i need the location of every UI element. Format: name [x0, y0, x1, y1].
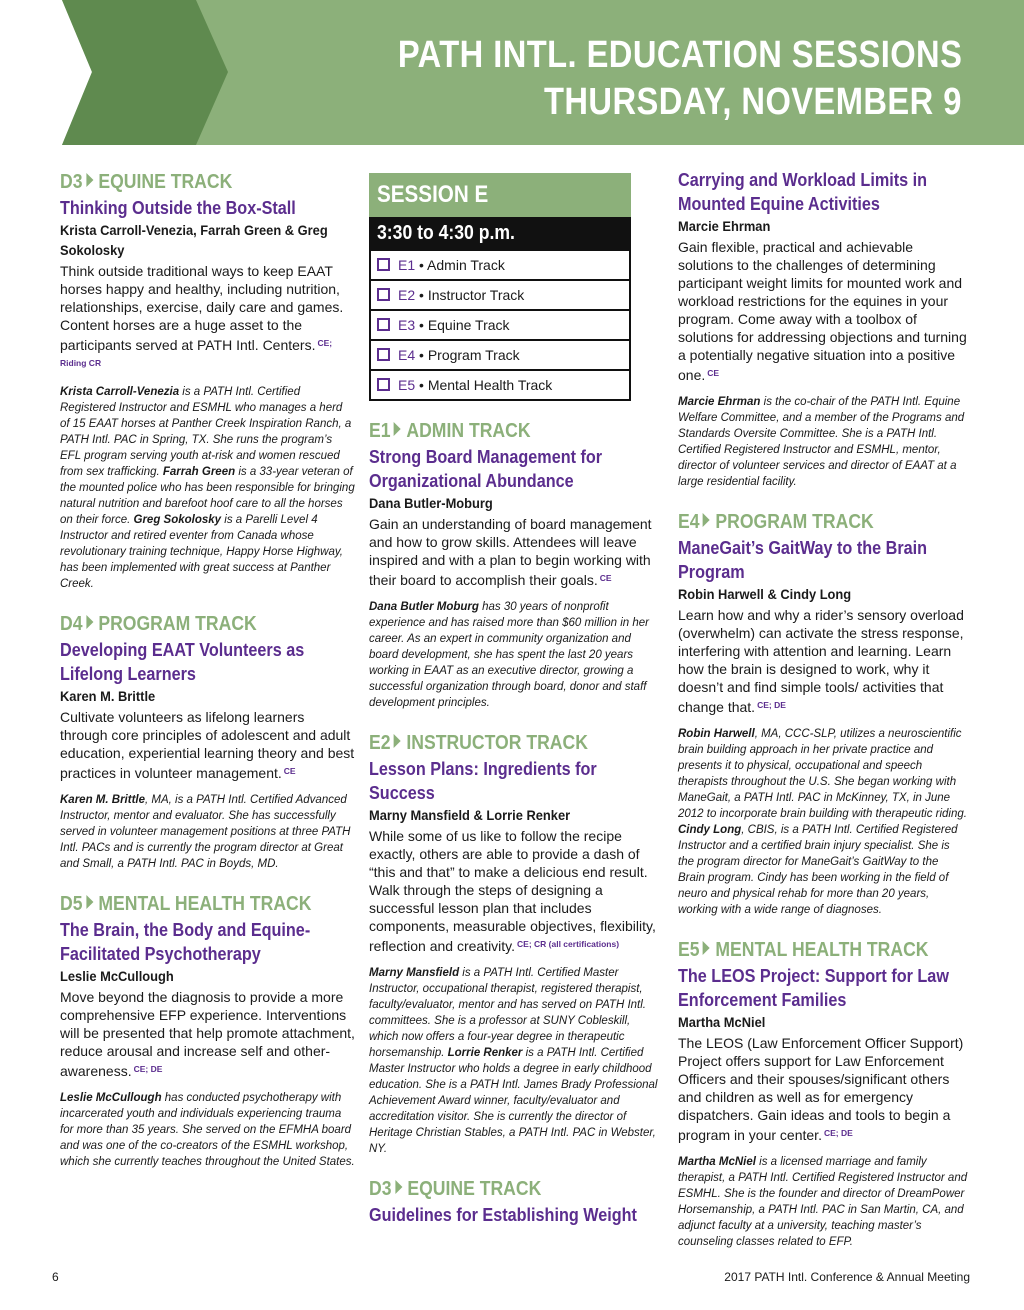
session-title: Strong Board Management for Organizational Abundance — [369, 447, 603, 491]
session-block-d3-continuation — [678, 168, 968, 490]
session-speakers: Krista Carroll-Venezia, Farrah Green & Greg Sokolosky — [60, 222, 328, 258]
session-speakers: Martha McNiel — [678, 1014, 766, 1030]
triangle-right-icon — [86, 615, 93, 629]
session-speakers: Marcie Ehrman — [678, 218, 771, 234]
footer-conference: 2017 PATH Intl. Conference & Annual Meeting — [724, 1270, 970, 1284]
triangle-right-icon — [395, 1180, 402, 1194]
session-e-box — [369, 173, 631, 401]
session-speakers: Robin Harwell & Cindy Long — [678, 586, 852, 602]
session-speakers: Leslie McCullough — [60, 968, 174, 984]
session-title: Guidelines for Establishing Weight — [369, 1205, 637, 1225]
header-date: THURSDAY, NOVEMBER 9 — [544, 81, 962, 123]
session-description: Gain flexible, practical and achievable solutions to the challenges of determining participant weight limits for mounted work and workload restrictions for the equines in your program. Come away with a toolbox of solutions for addressing objections and turning a potentially negative situation into a positive one. $^{CE}$ — [678, 239, 967, 383]
credit-badge: CE — [707, 368, 720, 378]
credit-badge: CE; DE — [133, 1064, 163, 1074]
page-header — [0, 0, 1024, 145]
session-description: Learn how and why a rider’s sensory overload (overwhelm) can activate the stress response, interfering with attention and learning. Learn how the brain is designed to work, why it doesn’t and find simple tools/ activities that change that. $^{CE; DE}$ — [678, 607, 964, 715]
session-title: The LEOS Project: Support for Law Enforcement Families — [678, 966, 949, 1010]
triangle-right-icon — [86, 895, 93, 909]
session-title: The Brain, the Body and Equine-Facilitated Psychotherapy — [60, 920, 311, 964]
session-block-e5 — [678, 938, 968, 1250]
triangle-right-icon — [703, 941, 710, 955]
session-list-item: E3 • Equine Track — [369, 311, 631, 341]
session-block-d3 — [60, 170, 355, 592]
session-title: Carrying and Workload Limits in Mounted Equine Activities — [678, 170, 928, 214]
session-description: Think outside traditional ways to keep EAAT horses happy and healthy, including nutrition, relationships, exercise, daily care and games. Content horses are a huge asset to the participants served at PATH Intl. Centers. $^{CE; Riding CR}$ — [60, 263, 344, 368]
track-heading: D3 EQUINE TRACK — [60, 171, 233, 193]
speaker-bio: Leslie McCullough has conducted psychotherapy with incarcerated youth and individuals experiencing trauma for more than 35 years. She served on the EFMHA board and was one of the co-creators of the ESMHL workshop, which she currently teaches throughout the United States. — [60, 1092, 355, 1168]
checkbox-square-icon — [377, 348, 390, 361]
session-title: Developing EAAT Volunteers as Lifelong Learners — [60, 640, 305, 684]
page-number: 6 — [52, 1270, 59, 1284]
credit-badge: CE; DE — [823, 1128, 853, 1138]
session-block-e2 — [369, 731, 662, 1157]
triangle-right-icon — [703, 513, 710, 527]
speaker-bio: Krista Carroll-Venezia is a PATH Intl. Certified Registered Instructor and ESMHL who manages a herd of 15 EAAT horses at Panther Creek Inspiration Ranch, a PATH Intl. PAC in Spring, TX. She runs the program’s EFL program serving youth at-risk and women rescued from sex trafficking. Farrah Green is a 33-year veteran of the mounted police who has been responsible for bringing natural nutrition and barefoot hoof care to all the horses on their force. Greg Sokolosky is a Parelli Level 4 Instructor and retired eventer from Canada whose revolutionary training technique, Happy Horse Highway, has been implemented with great success at Panther Creek. — [60, 386, 355, 590]
credit-badge: CE; DE — [757, 700, 786, 710]
track-heading: D5 MENTAL HEALTH TRACK — [60, 893, 312, 915]
header-title: PATH INTL. EDUCATION SESSIONS — [397, 34, 962, 76]
credit-badge: CE; Riding CR — [60, 338, 333, 368]
session-header: SESSION E — [369, 173, 631, 217]
checkbox-square-icon — [377, 258, 390, 271]
track-heading: E1 ADMIN TRACK — [369, 420, 531, 442]
checkbox-square-icon — [377, 378, 390, 391]
credit-badge: CE — [599, 573, 612, 583]
track-heading: E5 MENTAL HEALTH TRACK — [678, 939, 929, 961]
session-block-e1 — [369, 419, 662, 711]
speaker-bio: Martha McNiel is a licensed marriage and family therapist, a PATH Intl. Certified Registered Instructor and ESMHL. She is the founder and director of DreamPower Horsemanship, a PATH Intl. PAC in San Martin, CA, and adjunct faculty at a university, teaching master’s counseling classes related to EFP. — [678, 1156, 968, 1248]
speaker-bio: Marcie Ehrman is the co-chair of the PATH Intl. Equine Welfare Committee, and a member of the Programs and Standards Oversite Committee. She is a PATH Intl. Certified Registered Instructor and ESMHL, mentor, director of volunteer services and director of EAAT at a large residential facility. — [678, 396, 965, 488]
speaker-bio: Robin Harwell, MA, CCC-SLP, utilizes a neuroscientific brain building approach in her private practice and presents it to physical, occupational and speech therapists throughout the U.S. She began working with ManeGait, a PATH Intl. PAC in McKinney, TX, in June 2012 to incorporate brain building with therapeutic riding. Cindy Long, CBIS, is a PATH Intl. Certified Registered Instructor and a certified brain injury specialist. She is the program director for ManeGait’s GaitWay to the Brain program. Cindy has been working in the field of neuro and physical rehab for more than 20 years, working with a wide range of diagnoses. — [678, 728, 967, 916]
speaker-bio: Karen M. Brittle, MA, is a PATH Intl. Certified Advanced Instructor, mentor and evaluator. She has successfully served in volunteer management positions at three PATH Intl. PACs and is currently the program director at Great and Small, a PATH Intl. PAC in Boyds, MD. — [60, 794, 351, 870]
session-description: The LEOS (Law Enforcement Officer Support) Project offers support for Law Enforcement Officers and their spouses/significant others and children as well as for emergency dispatchers. Gain ideas and tools to begin a program in your center. $^{CE; DE}$ — [678, 1035, 964, 1143]
track-heading: E2 INSTRUCTOR TRACK — [369, 732, 588, 754]
column-1 — [60, 168, 355, 1170]
speaker-bio: Marny Mansfield is a PATH Intl. Certified Master Instructor, occupational therapist, registered therapist, faculty/evaluator, mentor and has served on PATH Intl. committees. She is a professor at SUNY Cobleskill, which now offers a four-year degree in therapeutic horsemanship. Lorrie Renker is a PATH Intl. Certified Master Instructor who holds a degree in early childhood education. She is a PATH Intl. James Brady Professional Achievement Award winner, faculty/evaluator and accreditation visitor. She is currently the director of Heritage Christian Stables, a PATH Intl. PAC in Webster, NY. — [369, 967, 658, 1155]
column-2 — [369, 168, 662, 1227]
session-description: Gain an understanding of board management and how to grow skills. Attendees will leave inspired and with a plan to begin working with their board to accomplish their goals. $^{CE}$ — [369, 516, 652, 588]
speaker-bio: Dana Butler Moburg has 30 years of nonprofit experience and has raised more than $60 million in her career. As an expert in community organization and board development, she has spent the last 20 years working in EAAT as an executive director, growing a successful organization through board, donor and staff development principles. — [369, 601, 649, 709]
credit-badge: CE — [283, 766, 296, 776]
session-list-item: E2 • Instructor Track — [369, 281, 631, 311]
session-block-d3-continued — [369, 1177, 662, 1227]
checkbox-square-icon — [377, 288, 390, 301]
track-heading: E4 PROGRAM TRACK — [678, 511, 874, 533]
session-description: Cultivate volunteers as lifelong learners through core principles of adolescent and adult education, experiential learning theory and best practices in volunteer management. $^{CE}$ — [60, 709, 355, 781]
triangle-right-icon — [394, 734, 401, 748]
session-block-d4 — [60, 612, 355, 872]
triangle-right-icon — [394, 422, 401, 436]
track-heading: D3 EQUINE TRACK — [369, 1178, 542, 1200]
session-list-item: E5 • Mental Health Track — [369, 371, 631, 401]
session-description: While some of us like to follow the recipe exactly, others are able to provide a dash of “this and that” to make a delicious end result. Walk through the steps of designing a successful lesson plan that includes components, measurable objectives, flexibility, reflection and creativity. $^{CE; CR (all certifications)}$ — [369, 828, 656, 954]
track-heading: D4 PROGRAM TRACK — [60, 613, 257, 635]
checkbox-square-icon — [377, 318, 390, 331]
session-list-item: E4 • Program Track — [369, 341, 631, 371]
session-description: Move beyond the diagnosis to provide a more comprehensive EFP experience. Interventions will be presented that help promote attachment, reduce arousal and increase self and other-awareness. $^{CE; DE}$ — [60, 989, 355, 1079]
session-speakers: Karen M. Brittle — [60, 688, 156, 704]
column-3 — [678, 168, 968, 1250]
session-time: 3:30 to 4:30 p.m. — [369, 217, 631, 249]
session-block-d5 — [60, 892, 355, 1170]
session-list-item: E1 • Admin Track — [369, 249, 631, 281]
session-speakers: Marny Mansfield & Lorrie Renker — [369, 807, 571, 823]
session-speakers: Dana Butler-Moburg — [369, 495, 493, 511]
session-title: ManeGait’s GaitWay to the Brain Program — [678, 538, 928, 582]
credit-badge: CE; CR (all certifications) — [517, 939, 620, 949]
triangle-right-icon — [86, 173, 93, 187]
session-title: Lesson Plans: Ingredients for Success — [369, 759, 597, 803]
session-title: Thinking Outside the Box-Stall — [60, 198, 296, 218]
session-block-e4 — [678, 510, 968, 918]
